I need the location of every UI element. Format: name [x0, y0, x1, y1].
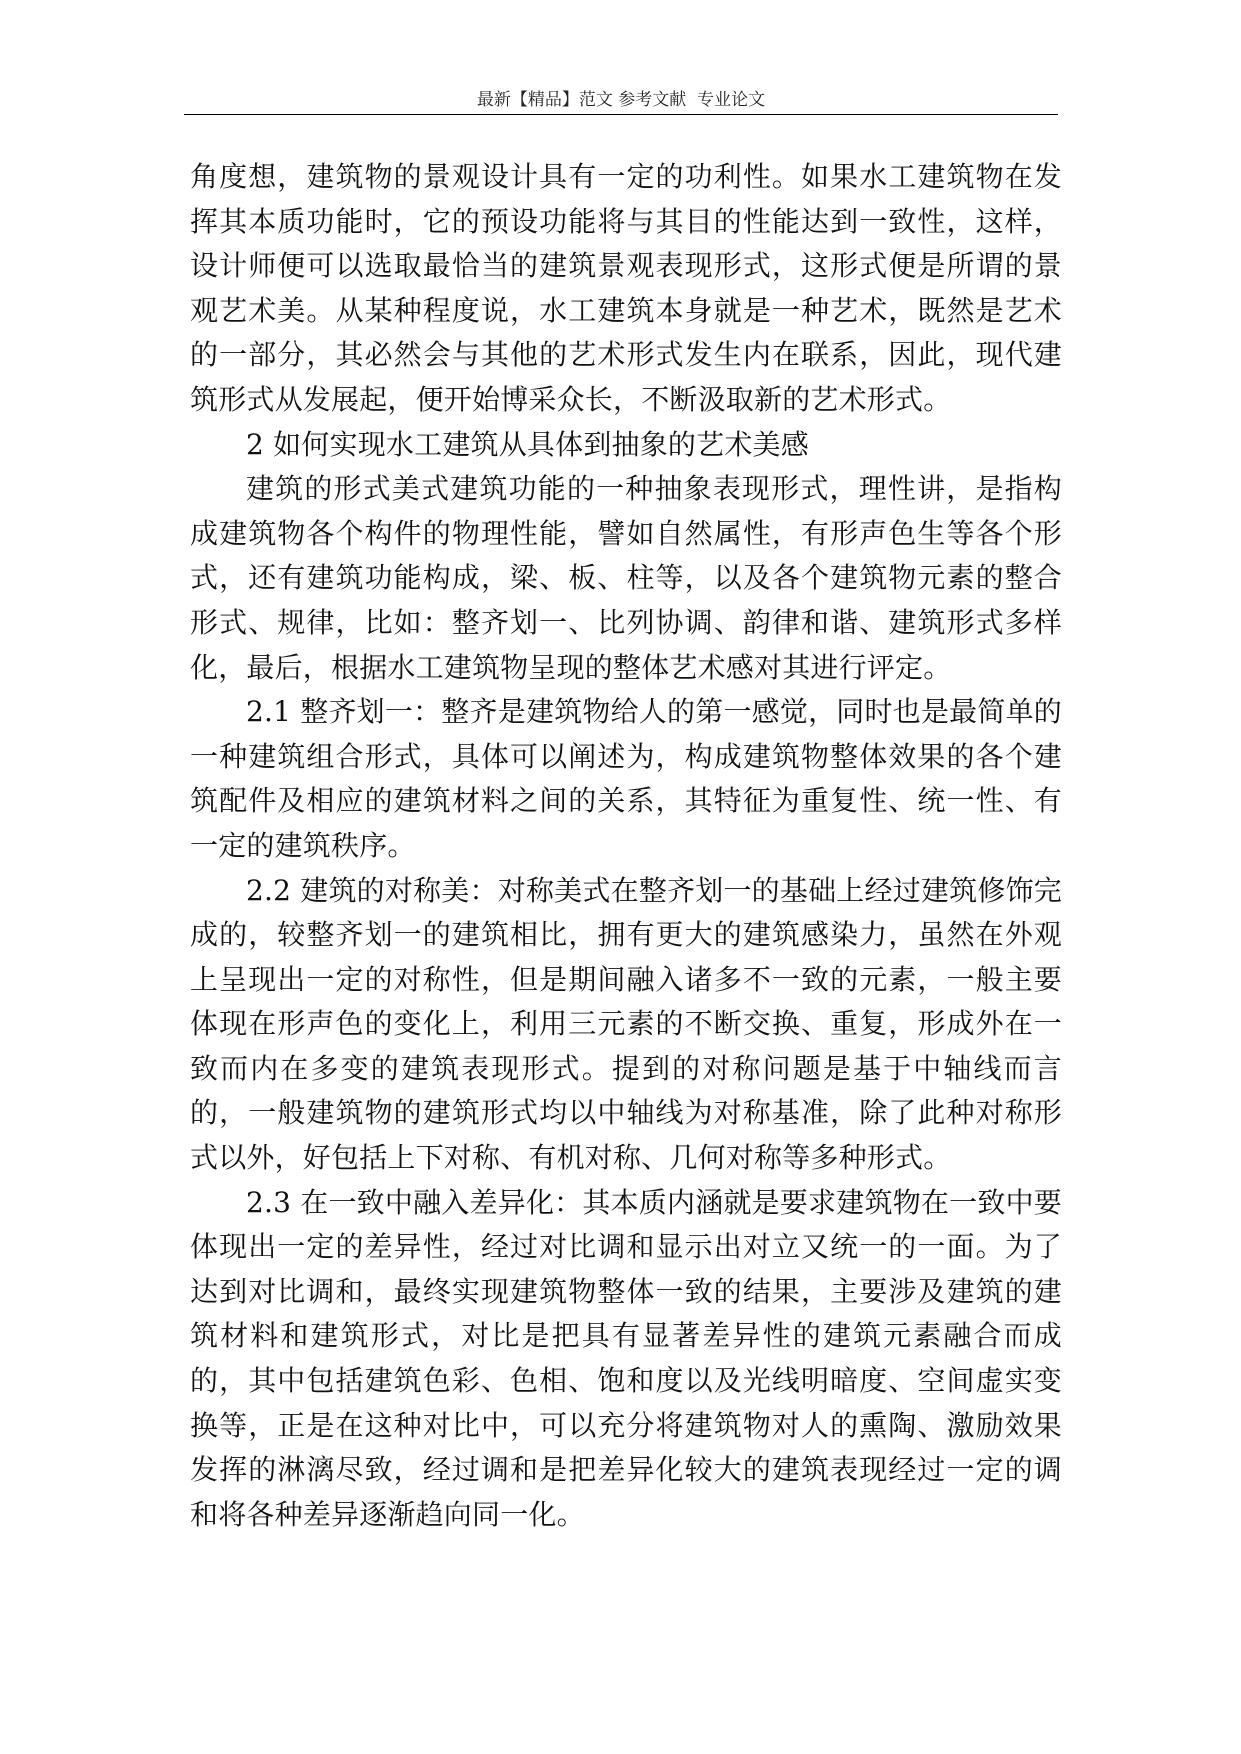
paragraph-formal-beauty: 建筑的形式美式建筑功能的一种抽象表现形式，理性讲，是指构成建筑物各个构件的物理性能，譬如自然属性，有形声色生等各个形式，还有建筑功能构成，梁、板、柱等，以及各个建筑物元素的整合形式、规律，比如：整齐划一、比列协调、韵律和谐、建筑形式多样化，最后，根据水工建筑物呈现的整体艺术感对其进行评定。 [190, 472, 1062, 684]
header-rule [184, 114, 1058, 115]
paragraph-continuation: 角度想，建筑物的景观设计具有一定的功利性。如果水工建筑物在发挥其本质功能时，它的预设功能将与其目的性能达到一致性，这样，设计师便可以选取最恰当的建筑景观表现形式，这形式便是所谓的景观艺术美。从某种程度说，水工建筑本身就是一种艺术，既然是艺术的一部分，其必然会与其他的艺术形式发生内在联系，因此，现代建筑形式从发展起，便开始博采众长，不断汲取新的艺术形式。 [190, 160, 1062, 416]
paragraph-2-3-differentiation: 2.3 在一致中融入差异化：其本质内涵就是要求建筑物在一致中要体现出一定的差异性，经过对比调和显示出对立又统一的一面。为了达到对比调和，最终实现建筑物整体一致的结果，主要涉及建筑的建筑材料和建筑形式，对比是把具有显著差异性的建筑元素融合而成的，其中包括建筑色彩、色相、饱和度以及光线明暗度、空间虚实变换等，正是在这种对比中，可以充分将建筑物对人的熏陶、激励效果发挥的淋漓尽致，经过调和是把差异化较大的建筑表现经过一定的调和将各种差异逐渐趋向同一化。 [190, 1185, 1062, 1531]
paragraph-2-1-uniformity: 2.1 整齐划一：整齐是建筑物给人的第一感觉，同时也是最简单的一种建筑组合形式，具体可以阐述为，构成建筑物整体效果的各个建筑配件及相应的建筑材料之间的关系，其特征为重复性、统一性、有一定的建筑秩序。 [190, 695, 1062, 862]
paragraph-2-2-symmetry: 2.2 建筑的对称美：对称美式在整齐划一的基础上经过建筑修饰完成的，较整齐划一的建筑相比，拥有更大的建筑感染力，虽然在外观上呈现出一定的对称性，但是期间融入诸多不一致的元素，一般主要体现在形声色的变化上，利用三元素的不断交换、重复，形成外在一致而内在多变的建筑表现形式。提到的对称问题是基于中轴线而言的，一般建筑物的建筑形式均以中轴线为对称基准，除了此种对称形式以外，好包括上下对称、有机对称、几何对称等多种形式。 [190, 873, 1062, 1175]
running-header: 最新【精品】范文 参考文献 专业论文 [476, 90, 766, 110]
section-heading-2: 2 如何实现水工建筑从具体到抽象的艺术美感 [246, 427, 809, 461]
body-text [190, 155, 1062, 1537]
